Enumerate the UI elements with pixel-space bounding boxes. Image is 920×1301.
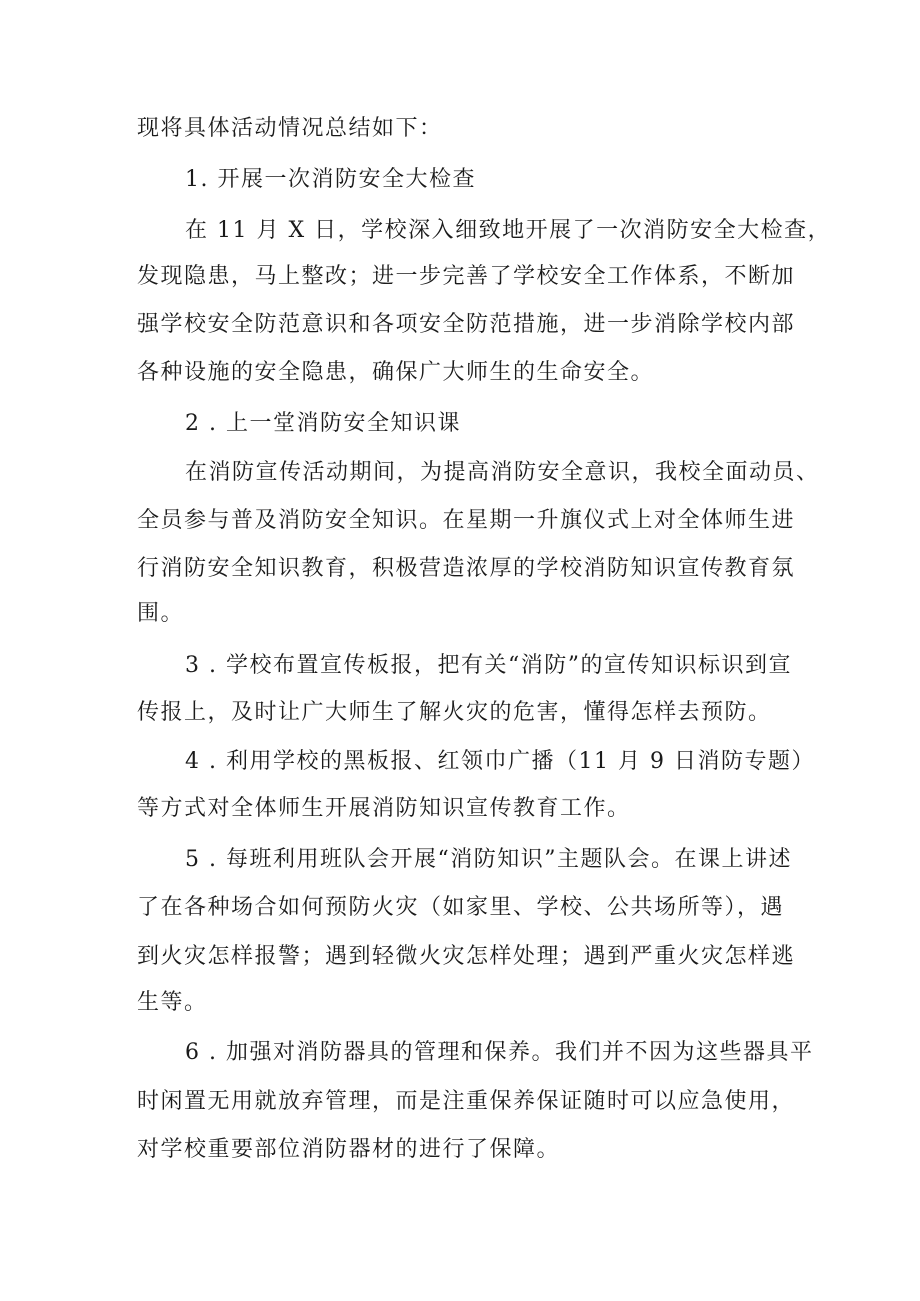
section1-line-4: 各种设施的安全隐患，确保广大师生的生命安全。 bbox=[137, 360, 655, 385]
section1-heading: 1. 开展一次消防安全大检查 bbox=[185, 167, 476, 192]
section2-heading: 2 . 上一堂消防安全知识课 bbox=[185, 411, 461, 436]
section5-line-2: 了在各种场合如何预防火灾（如家里、学校、公共场所等），遇 bbox=[137, 895, 785, 920]
section3-line-2: 传报上，及时让广大师生了解火灾的危害，懂得怎样去预防。 bbox=[137, 700, 772, 725]
section5-line-1: 5 . 每班利用班队会开展“消防知识”主题队会。在课上讲述 bbox=[185, 847, 792, 872]
section3-line-1: 3 . 学校布置宣传板报，把有关“消防”的宣传知识标识到宣 bbox=[185, 653, 792, 678]
section1-line-1: 在 11 月 X 日，学校深入细致地开展了一次消防安全大检查， bbox=[185, 218, 832, 243]
section6-line-1: 6 . 加强对消防器具的管理和保养。我们并不因为这些器具平 bbox=[185, 1040, 814, 1065]
section5-line-4: 生等。 bbox=[137, 990, 208, 1015]
section4-line-1: 4 . 利用学校的黑板报、红领巾广播（11 月 9 日消防专题） bbox=[185, 749, 815, 774]
section2-line-1: 在消防宣传活动期间，为提高消防安全意识，我校全面动员、 bbox=[185, 460, 820, 485]
section4-line-2: 等方式对全体师生开展消防知识宣传教育工作。 bbox=[137, 796, 631, 821]
section2-line-4: 围。 bbox=[137, 601, 185, 626]
section1-line-3: 强学校安全防范意识和各项安全防范措施，进一步消除学校内部 bbox=[137, 312, 796, 337]
intro-line: 现将具体活动情况总结如下： bbox=[137, 116, 443, 141]
section5-line-3: 到火灾怎样报警；遇到轻微火灾怎样处理；遇到严重火灾怎样逃 bbox=[137, 944, 796, 969]
section6-line-3: 对学校重要部位消防器材的进行了保障。 bbox=[137, 1137, 561, 1162]
section2-line-2: 全员参与普及消防安全知识。在星期一升旗仪式上对全体师生进 bbox=[137, 508, 796, 533]
section2-line-3: 行消防安全知识教育，积极营造浓厚的学校消防知识宣传教育氛 bbox=[137, 556, 796, 581]
section6-line-2: 时闲置无用就放弃管理，而是注重保养保证随时可以应急使用， bbox=[137, 1089, 796, 1114]
section1-line-2: 发现隐患，马上整改；进一步完善了学校安全工作体系，不断加 bbox=[137, 264, 796, 289]
